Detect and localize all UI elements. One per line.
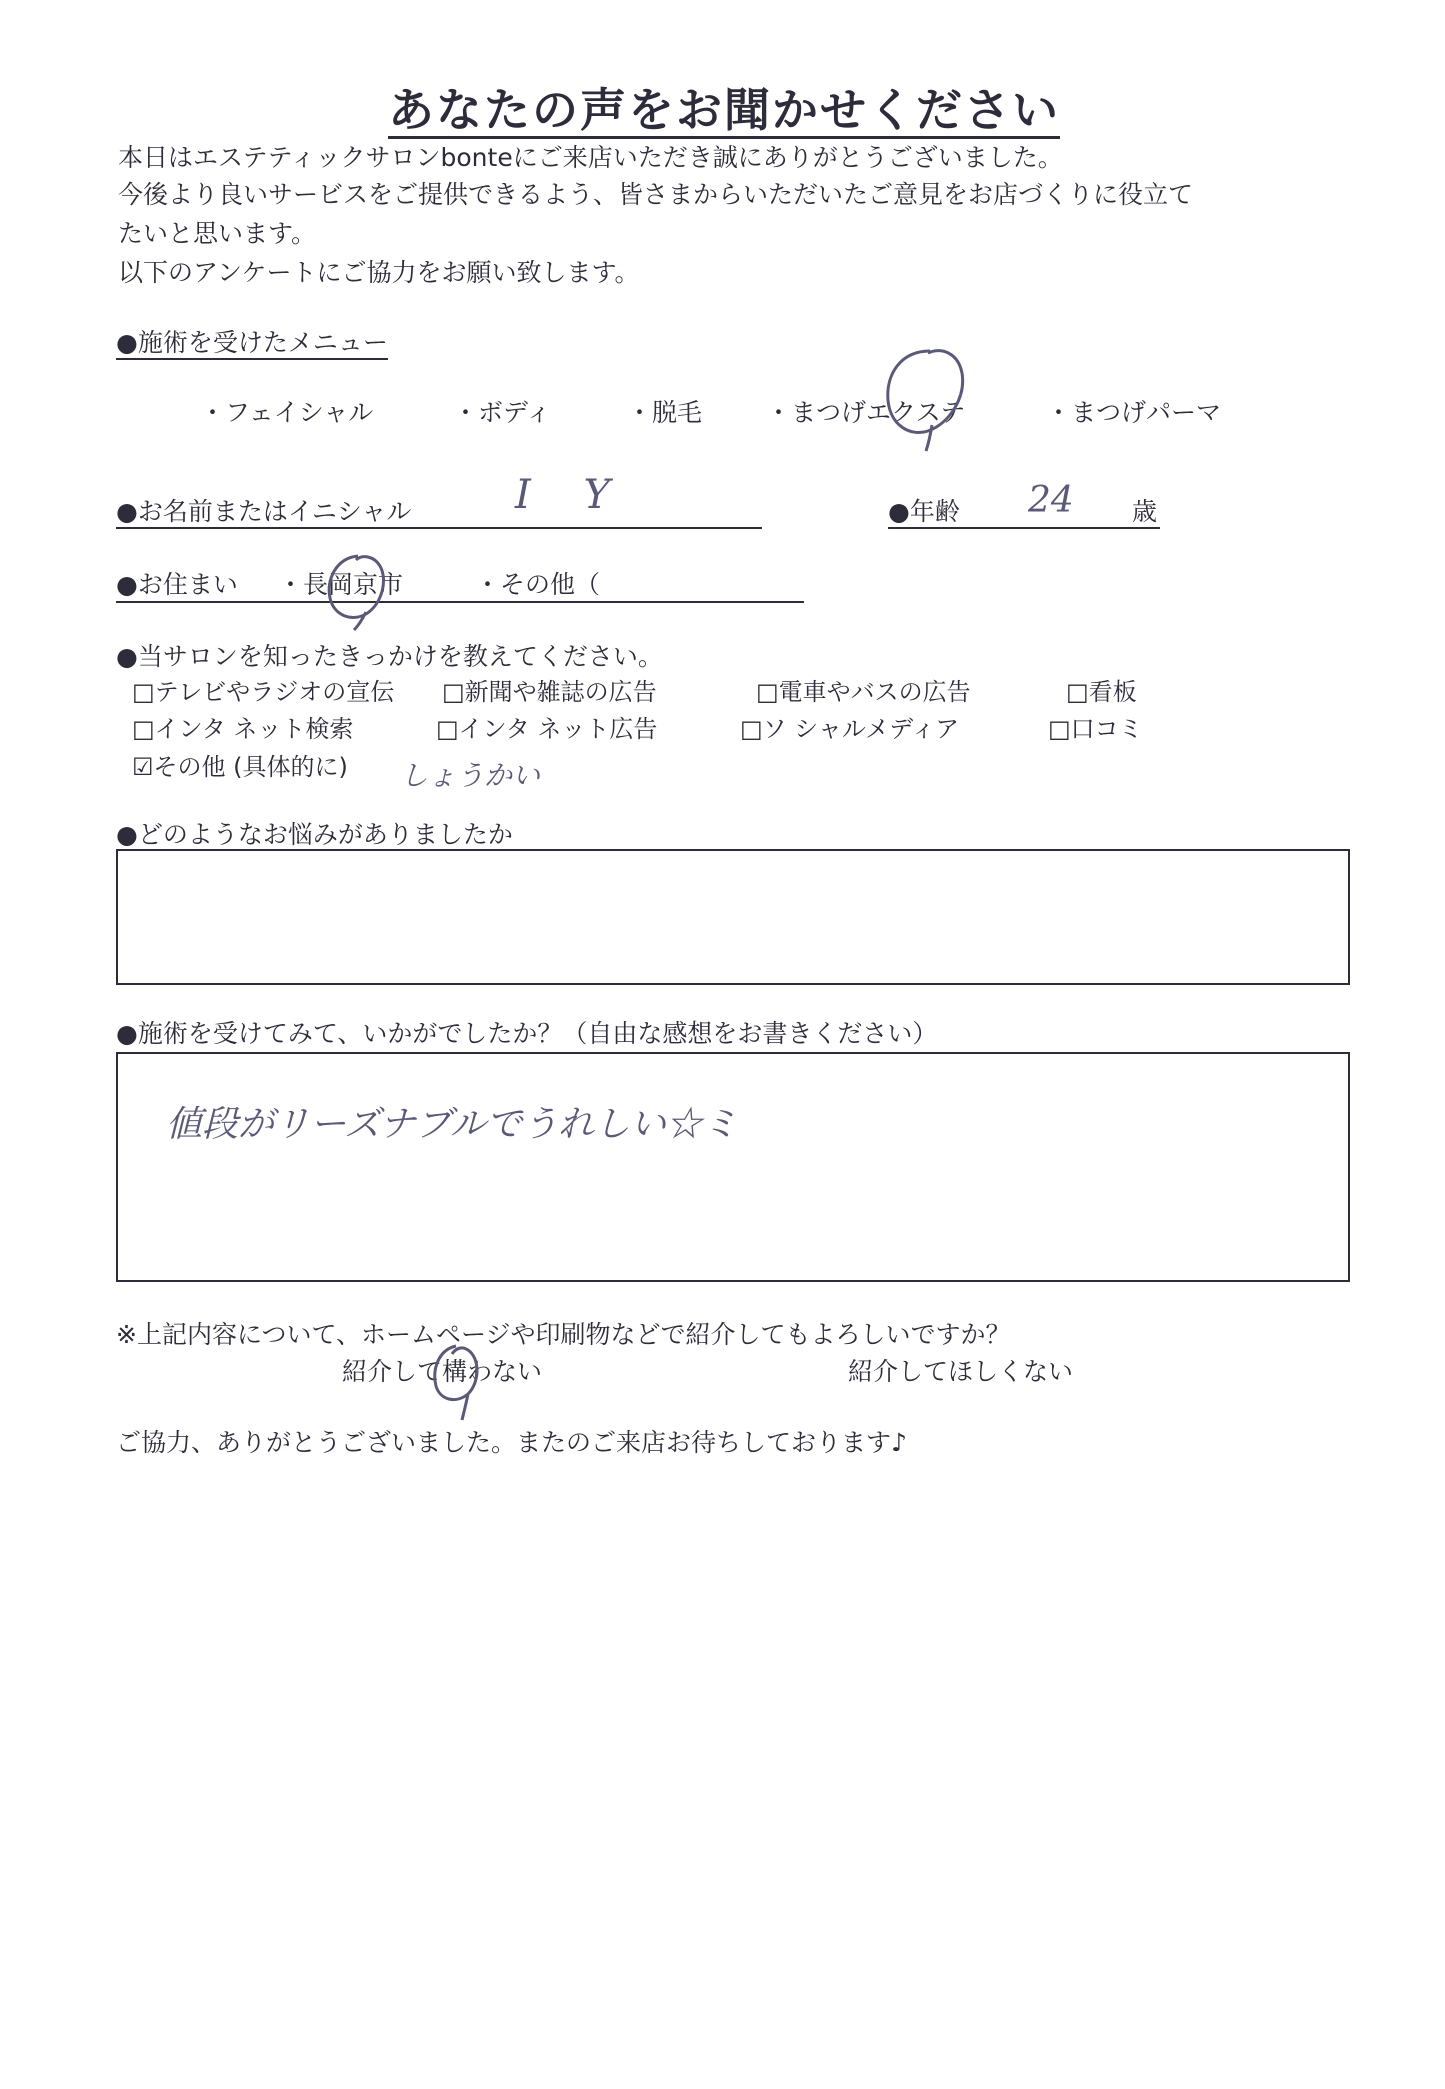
- intro-line-4: 以下のアンケートにご協力をお願い致します。: [118, 258, 640, 287]
- closing-message: ご協力、ありがとうございました。またのご来店お待ちしております♪: [116, 1428, 907, 1457]
- age-unit: 歳: [1132, 497, 1158, 526]
- source-option-internet-search[interactable]: □インタ ネット検索: [132, 715, 354, 743]
- page-title: あなたの声をお聞かせください: [388, 83, 1060, 137]
- name-value[interactable]: I Y: [515, 472, 630, 518]
- menu-option-hair-removal[interactable]: ・脱毛: [627, 398, 703, 427]
- consent-question: ※上記内容について、ホームページや印刷物などで紹介してもよろしいですか？: [116, 1320, 1011, 1349]
- impressions-value: 値段がリーズナブルでうれしい☆ミ: [166, 1104, 739, 1145]
- source-option-internet-ad[interactable]: □インタ ネット広告: [436, 715, 658, 743]
- name-label: ●お名前またはイニシャル: [116, 497, 762, 529]
- menu-option-facial[interactable]: ・フェイシャル: [200, 398, 374, 427]
- residence-option-nagaokakyo[interactable]: ・長岡京市: [278, 570, 404, 599]
- intro-line-1: 本日はエステティックサロンbonteにご来店いただき誠にありがとうございました。: [118, 143, 1063, 172]
- selection-circle-mark: [870, 345, 970, 455]
- menu-option-eyelash-extension[interactable]: ・まつげエクステ: [766, 398, 966, 427]
- source-other-value[interactable]: しょうかい: [400, 759, 541, 792]
- source-option-other[interactable]: ☑その他 (具体的に): [132, 753, 348, 781]
- impressions-textarea[interactable]: [116, 1052, 1350, 1282]
- menu-label: ●施術を受けたメニュー: [116, 328, 388, 360]
- consent-option-yes[interactable]: 紹介して構わない: [342, 1357, 543, 1386]
- source-option-signboard[interactable]: □看板: [1066, 678, 1137, 706]
- age-label: ●年齢: [888, 497, 1160, 529]
- residence-underline: [116, 601, 804, 603]
- source-option-word-of-mouth[interactable]: □口コミ: [1048, 715, 1143, 743]
- concerns-label: ●どのようなお悩みがありましたか: [116, 820, 513, 849]
- source-option-newspaper[interactable]: □新聞や雑誌の広告: [442, 678, 657, 706]
- consent-option-no[interactable]: 紹介してほしくない: [848, 1357, 1074, 1386]
- residence-option-other[interactable]: ・その他（: [475, 570, 601, 599]
- impressions-label: ●施術を受けてみて、いかがでしたか？（自由な感想をお書きください）: [116, 1019, 938, 1048]
- menu-option-body[interactable]: ・ボディ: [453, 398, 552, 427]
- intro-line-2: 今後より良いサービスをご提供できるよう、皆さまからいただいたご意見をお店づくりに役立て: [118, 180, 1194, 209]
- source-option-train-bus[interactable]: □電車やバスの広告: [756, 678, 971, 706]
- source-label: ●当サロンを知ったきっかけを教えてください。: [116, 642, 663, 671]
- intro-line-3: たいと思います。: [118, 219, 317, 248]
- concerns-textarea[interactable]: [116, 849, 1350, 985]
- consent-selection-circle: [418, 1340, 498, 1420]
- residence-label: ●お住まい: [116, 570, 238, 599]
- menu-option-eyelash-perm[interactable]: ・まつげパーマ: [1046, 398, 1222, 427]
- source-option-social-media[interactable]: □ソ シャルメディア: [740, 715, 960, 743]
- age-value[interactable]: 24: [1028, 480, 1074, 521]
- source-option-tv-radio[interactable]: □テレビやラジオの宣伝: [132, 678, 395, 706]
- residence-selection-circle: [318, 550, 398, 630]
